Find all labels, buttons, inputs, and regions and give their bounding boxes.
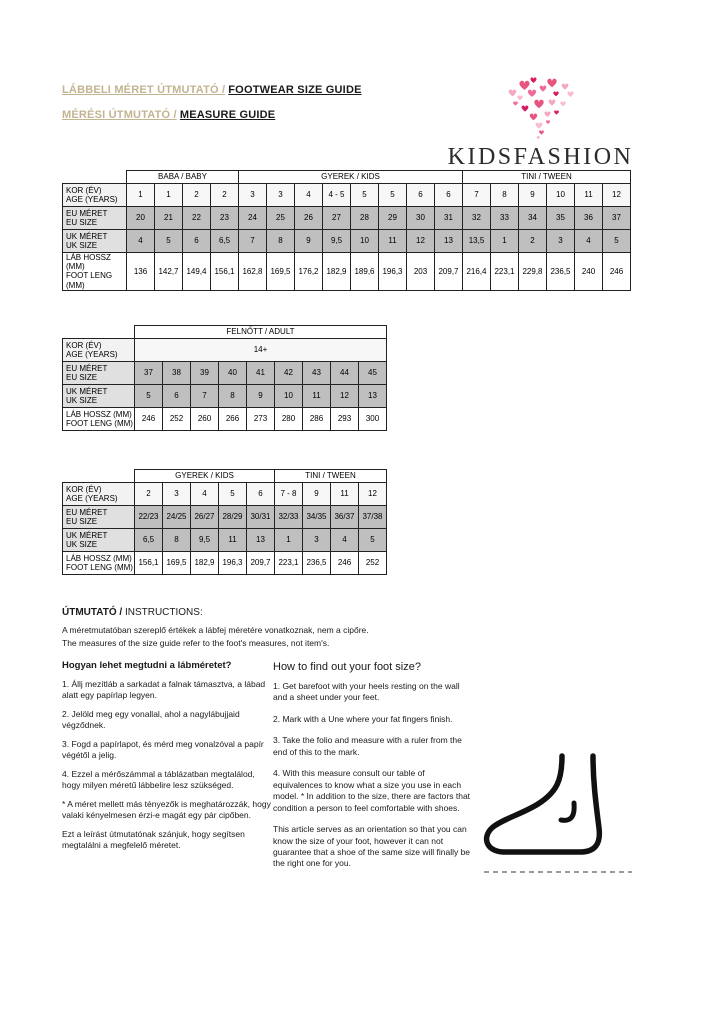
foot-length-cell: 189,6	[351, 253, 379, 291]
english-steps	[273, 681, 475, 870]
foot-length-cell: 209,7	[435, 253, 463, 291]
instruction-paragraph: 4. With this measure consult our table of equivalences to know what a size you use in each model. * In addition to the size, there are factors that condition a person to feel comfortable with shoes.	[273, 768, 471, 813]
age-cell: 11	[331, 483, 359, 506]
row-label-uk-size: UK MÉRET UK SIZE	[63, 385, 135, 408]
eu-size-cell: 33	[491, 207, 519, 230]
age-cell: 9	[303, 483, 331, 506]
uk-size-cell: 12	[331, 385, 359, 408]
foot-length-cell: 246	[603, 253, 631, 291]
row-label-eu-size: EU MÉRET EU SIZE	[63, 207, 127, 230]
foot-length-cell: 182,9	[191, 552, 219, 575]
uk-size-cell: 6,5	[211, 230, 239, 253]
age-cell: 2	[135, 483, 163, 506]
foot-length-cell: 236,5	[303, 552, 331, 575]
uk-size-cell: 10	[351, 230, 379, 253]
eu-size-cell: 37/38	[359, 506, 387, 529]
brand-name: KIDSFASHION	[447, 144, 634, 170]
uk-size-cell: 4	[127, 230, 155, 253]
eu-size-cell: 36	[575, 207, 603, 230]
age-cell: 6	[435, 184, 463, 207]
instruction-paragraph: 4. Ezzel a mérőszámmal a táblázatban megtalálod, hogy milyen méretű lábbelire lesz szükséged.	[62, 768, 255, 791]
foot-length-cell: 216,4	[463, 253, 491, 291]
foot-length-cell: 176,2	[295, 253, 323, 291]
foot-length-cell: 169,5	[163, 552, 191, 575]
uk-size-cell: 13	[435, 230, 463, 253]
eu-size-cell: 23	[211, 207, 239, 230]
uk-size-cell: 11	[379, 230, 407, 253]
age-cell: 7 - 8	[275, 483, 303, 506]
foot-length-cell: 196,3	[219, 552, 247, 575]
row-label-foot-length: LÁB HOSSZ (MM) FOOT LENG (MM)	[63, 408, 135, 431]
foot-length-cell: 162,8	[239, 253, 267, 291]
uk-size-cell: 11	[219, 529, 247, 552]
age-cell: 7	[463, 184, 491, 207]
uk-size-cell: 9,5	[323, 230, 351, 253]
age-cell: 9	[519, 184, 547, 207]
eu-size-cell: 24/25	[163, 506, 191, 529]
foot-length-cell: 273	[247, 408, 275, 431]
uk-size-cell: 8	[219, 385, 247, 408]
row-label-uk-size: UK MÉRET UK SIZE	[63, 529, 135, 552]
foot-length-cell: 236,5	[547, 253, 575, 291]
age-cell-merged: 14+	[135, 339, 387, 362]
eu-size-cell: 40	[219, 362, 247, 385]
page-title	[62, 84, 362, 96]
eu-size-cell: 20	[127, 207, 155, 230]
eu-size-cell: 45	[359, 362, 387, 385]
instruction-paragraph: This article serves as an orientation so that you can know the size of your foot, however it can not guarantee that a shoe of the same size will finally be the right one for you.	[273, 824, 471, 869]
foot-length-cell: 182,9	[323, 253, 351, 291]
foot-length-cell: 280	[275, 408, 303, 431]
eu-size-cell: 29	[379, 207, 407, 230]
eu-size-cell: 41	[247, 362, 275, 385]
uk-size-cell: 5	[603, 230, 631, 253]
uk-size-cell: 13	[247, 529, 275, 552]
age-cell: 2	[211, 184, 239, 207]
foot-length-cell: 286	[303, 408, 331, 431]
eu-size-cell: 32	[463, 207, 491, 230]
uk-size-cell: 5	[359, 529, 387, 552]
age-cell: 10	[547, 184, 575, 207]
instructions-heading	[62, 607, 203, 618]
eu-size-cell: 30	[407, 207, 435, 230]
age-cell: 1	[155, 184, 183, 207]
uk-size-cell: 13,5	[463, 230, 491, 253]
row-label-age: KOR (ÉV) AGE (YEARS)	[63, 339, 135, 362]
age-group-header: TINI / TWEEN	[275, 470, 387, 483]
uk-size-cell: 3	[303, 529, 331, 552]
age-cell: 1	[127, 184, 155, 207]
header-titles	[62, 84, 362, 134]
heart-of-hearts-icon	[500, 76, 582, 142]
eu-size-cell: 26/27	[191, 506, 219, 529]
age-cell: 12	[603, 184, 631, 207]
foot-length-cell: 240	[575, 253, 603, 291]
column-heading-english: How to find out your foot size?	[273, 661, 421, 673]
foot-length-cell: 142,7	[155, 253, 183, 291]
age-group-header: GYEREK / KIDS	[135, 470, 275, 483]
uk-size-cell: 2	[519, 230, 547, 253]
uk-size-cell: 10	[275, 385, 303, 408]
instructions-column-english	[273, 660, 475, 880]
eu-size-cell: 25	[267, 207, 295, 230]
age-cell: 12	[359, 483, 387, 506]
foot-outline-icon	[476, 746, 640, 888]
foot-length-cell: 209,7	[247, 552, 275, 575]
uk-size-cell: 1	[491, 230, 519, 253]
page-subtitle	[62, 109, 362, 121]
age-cell: 4 - 5	[323, 184, 351, 207]
foot-length-cell: 169,5	[267, 253, 295, 291]
eu-size-cell: 44	[331, 362, 359, 385]
uk-size-cell: 7	[239, 230, 267, 253]
age-group-header: GYEREK / KIDS	[239, 171, 463, 184]
size-table-kids-tween-half-sizes	[62, 469, 387, 575]
row-label-foot-length: LÁB HOSSZ (MM) FOOT LENG (MM)	[63, 552, 135, 575]
eu-size-cell: 26	[295, 207, 323, 230]
eu-size-cell: 32/33	[275, 506, 303, 529]
eu-size-cell: 42	[275, 362, 303, 385]
instruction-paragraph: 1. Get barefoot with your heels resting on the wall and a sheet under your feet.	[273, 680, 460, 703]
eu-size-cell: 35	[547, 207, 575, 230]
hungarian-steps	[62, 679, 272, 852]
foot-length-cell: 196,3	[379, 253, 407, 291]
eu-size-cell: 39	[191, 362, 219, 385]
eu-size-cell: 24	[239, 207, 267, 230]
column-heading-hungarian: Hogyan lehet megtudni a lábméretet?	[62, 660, 232, 671]
row-label-age: KOR (ÉV) AGE (YEARS)	[63, 483, 135, 506]
uk-size-cell: 4	[575, 230, 603, 253]
eu-size-cell: 31	[435, 207, 463, 230]
instruction-paragraph: * A méret mellett más tényezők is meghatározzák, hogy valaki kényelmesen érzi-e magát egy pár cipőben.	[62, 798, 271, 821]
row-label-age: KOR (ÉV) AGE (YEARS)	[63, 184, 127, 207]
foot-length-cell: 260	[191, 408, 219, 431]
age-cell: 8	[491, 184, 519, 207]
foot-length-cell: 266	[219, 408, 247, 431]
uk-size-cell: 6	[183, 230, 211, 253]
uk-size-cell: 5	[155, 230, 183, 253]
foot-length-cell: 246	[135, 408, 163, 431]
instruction-paragraph: 2. Jelöld meg egy vonallal, ahol a nagylábujjaid végződnek.	[62, 708, 240, 731]
uk-size-cell: 6	[163, 385, 191, 408]
foot-length-cell: 149,4	[183, 253, 211, 291]
instructions-intro	[62, 624, 502, 650]
foot-length-cell: 293	[331, 408, 359, 431]
eu-size-cell: 22	[183, 207, 211, 230]
eu-size-cell: 36/37	[331, 506, 359, 529]
uk-size-cell: 5	[135, 385, 163, 408]
eu-size-cell: 22/23	[135, 506, 163, 529]
age-cell: 11	[575, 184, 603, 207]
uk-size-cell: 8	[267, 230, 295, 253]
instructions-heading-english: INSTRUCTIONS:	[122, 607, 203, 618]
instruction-paragraph: 3. Take the folio and measure with a ruler from the end of this to the mark.	[273, 735, 462, 757]
foot-length-cell: 223,1	[491, 253, 519, 291]
instruction-paragraph: 3. Fogd a papírlapot, és mérd meg vonalzóval a papír végétől a jelig.	[62, 738, 264, 761]
uk-size-cell: 1	[275, 529, 303, 552]
age-cell: 6	[247, 483, 275, 506]
page-title-english: FOOTWEAR SIZE GUIDE	[228, 84, 362, 96]
uk-size-cell: 12	[407, 230, 435, 253]
eu-size-cell: 38	[163, 362, 191, 385]
uk-size-cell: 11	[303, 385, 331, 408]
eu-size-cell: 28/29	[219, 506, 247, 529]
uk-size-cell: 9	[247, 385, 275, 408]
age-group-header: BABA / BABY	[127, 171, 239, 184]
age-cell: 6	[407, 184, 435, 207]
row-label-foot-length: LÁB HOSSZ (MM) FOOT LENG (MM)	[63, 253, 127, 291]
foot-length-cell: 223,1	[275, 552, 303, 575]
foot-length-cell: 156,1	[135, 552, 163, 575]
eu-size-cell: 30/31	[247, 506, 275, 529]
eu-size-cell: 28	[351, 207, 379, 230]
instruction-paragraph: 1. Állj mezítláb a sarkadat a falnak támasztva, a lábad alatt egy papírlap legyen.	[62, 678, 266, 701]
row-label-eu-size: EU MÉRET EU SIZE	[63, 506, 135, 529]
eu-size-cell: 27	[323, 207, 351, 230]
foot-length-cell: 246	[331, 552, 359, 575]
uk-size-cell: 6,5	[135, 529, 163, 552]
age-group-header: FELNŐTT / ADULT	[135, 326, 387, 339]
page-subtitle-english: MEASURE GUIDE	[179, 109, 276, 121]
size-table-adult	[62, 325, 387, 431]
age-cell: 5	[379, 184, 407, 207]
eu-size-cell: 37	[603, 207, 631, 230]
page-subtitle-hungarian: MÉRÉSI ÚTMUTATÓ /	[62, 109, 177, 121]
eu-size-cell: 34	[519, 207, 547, 230]
instruction-paragraph: Ezt a leírást útmutatónak szánjuk, hogy segítsen megtalálni a megfelelő méretet.	[62, 828, 245, 850]
instructions-column-hungarian	[62, 660, 272, 858]
intro-line-hungarian: A méretmutatóban szereplő értékek a lábfej méretére vonatkoznak, nem a cipőre.	[62, 625, 369, 635]
eu-size-cell: 37	[135, 362, 163, 385]
age-cell: 2	[183, 184, 211, 207]
uk-size-cell: 7	[191, 385, 219, 408]
foot-length-cell: 136	[127, 253, 155, 291]
intro-line-english: The measures of the size guide refer to the foot's measures, not item's.	[62, 637, 330, 648]
uk-size-cell: 4	[331, 529, 359, 552]
foot-length-cell: 252	[163, 408, 191, 431]
instruction-paragraph: 2. Mark with a Une where your fat fingers finish.	[273, 713, 453, 724]
eu-size-cell: 34/35	[303, 506, 331, 529]
instructions-heading-hungarian: ÚTMUTATÓ /	[62, 607, 123, 618]
foot-length-cell: 203	[407, 253, 435, 291]
row-label-uk-size: UK MÉRET UK SIZE	[63, 230, 127, 253]
page-title-hungarian: LÁBBELI MÉRET ÚTMUTATÓ /	[62, 84, 226, 96]
age-cell: 4	[295, 184, 323, 207]
uk-size-cell: 13	[359, 385, 387, 408]
eu-size-cell: 43	[303, 362, 331, 385]
foot-length-cell: 229,8	[519, 253, 547, 291]
age-group-header: TINI / TWEEN	[463, 171, 631, 184]
uk-size-cell: 9	[295, 230, 323, 253]
row-label-eu-size: EU MÉRET EU SIZE	[63, 362, 135, 385]
uk-size-cell: 9,5	[191, 529, 219, 552]
uk-size-cell: 3	[547, 230, 575, 253]
age-cell: 4	[191, 483, 219, 506]
age-cell: 3	[267, 184, 295, 207]
age-cell: 5	[219, 483, 247, 506]
foot-length-cell: 156,1	[211, 253, 239, 291]
brand-logo	[443, 76, 638, 171]
foot-length-cell: 300	[359, 408, 387, 431]
age-cell: 3	[163, 483, 191, 506]
eu-size-cell: 21	[155, 207, 183, 230]
age-cell: 5	[351, 184, 379, 207]
uk-size-cell: 8	[163, 529, 191, 552]
foot-length-cell: 252	[359, 552, 387, 575]
age-cell: 3	[239, 184, 267, 207]
size-table-baby-kids-tween	[62, 170, 631, 291]
